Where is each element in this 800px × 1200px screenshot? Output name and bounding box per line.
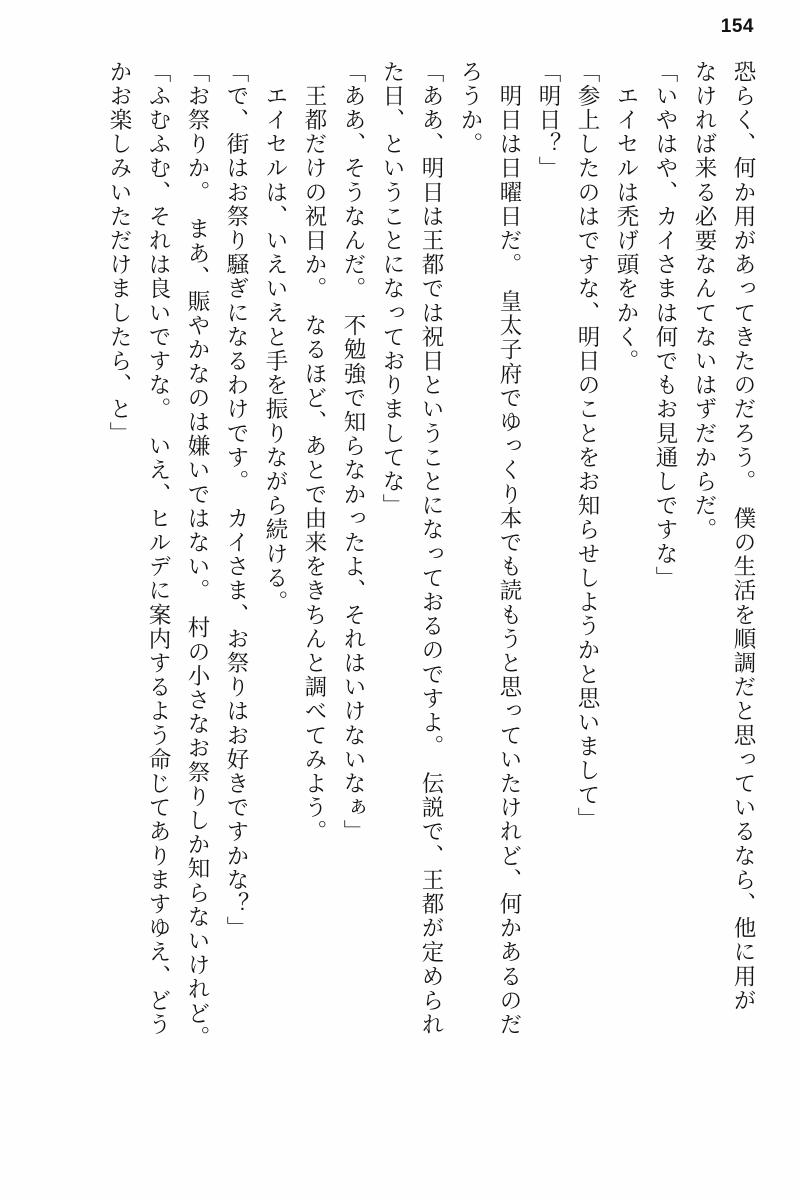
text-line: 「ああ、そうなんだ。 不勉強で知らなかったよ、それはいけないなぁ」 [340, 60, 366, 845]
text-line: 「お祭りか。 まあ、賑やかなのは嫌いではない。 村の小さなお祭りしか知らないけれど。 [184, 60, 210, 1050]
text-line: た日、ということになっておりましてな」 [379, 60, 405, 518]
text-line: 王都だけの祝日か。 なるほど、あとで由来をきちんと調べてみよう。 [301, 60, 327, 845]
text-line: ろうか。 [457, 60, 483, 157]
text-line: エイセルは禿げ頭をかく。 [613, 60, 639, 374]
text-line: なければ来る必要なんてないはずだからだ。 [691, 60, 717, 542]
text-line: 「明日？」 [535, 60, 561, 181]
text-line: 「参上したのはですな、明日のことをお知らせしようかと思いまして」 [574, 60, 600, 832]
text-line: 「で、街はお祭り騒ぎになるわけです。 カイさま、お祭りはお好きですかな？」 [223, 60, 249, 941]
text-line: 「ふむふむ、それは良いですな。 いえ、ヒルデに案内するよう命じてありますゆえ、どう [145, 60, 171, 1037]
text-line: 恐らく、何か用があってきたのだろう。 僕の生活を順調だと思っているなら、他に用が [730, 60, 756, 1013]
text-line: かお楽しみいただけましたら、と」 [106, 60, 132, 446]
text-line: 「いやはや、カイさまは何でもお見通しですな」 [652, 60, 678, 591]
text-line: 「ああ、明日は王都では祝日ということになっておるのですよ。 伝説で、王都が定められ [418, 60, 444, 1037]
body-text-columns [40, 60, 762, 1176]
page-number: 154 [720, 16, 754, 37]
text-line: 明日は日曜日だ。 皇太子府でゆっくり本でも読もうと思っていたけれど、何かあるのだ [496, 60, 522, 1037]
text-line: エイセルは、いえいえと手を振りながら続ける。 [262, 60, 288, 615]
